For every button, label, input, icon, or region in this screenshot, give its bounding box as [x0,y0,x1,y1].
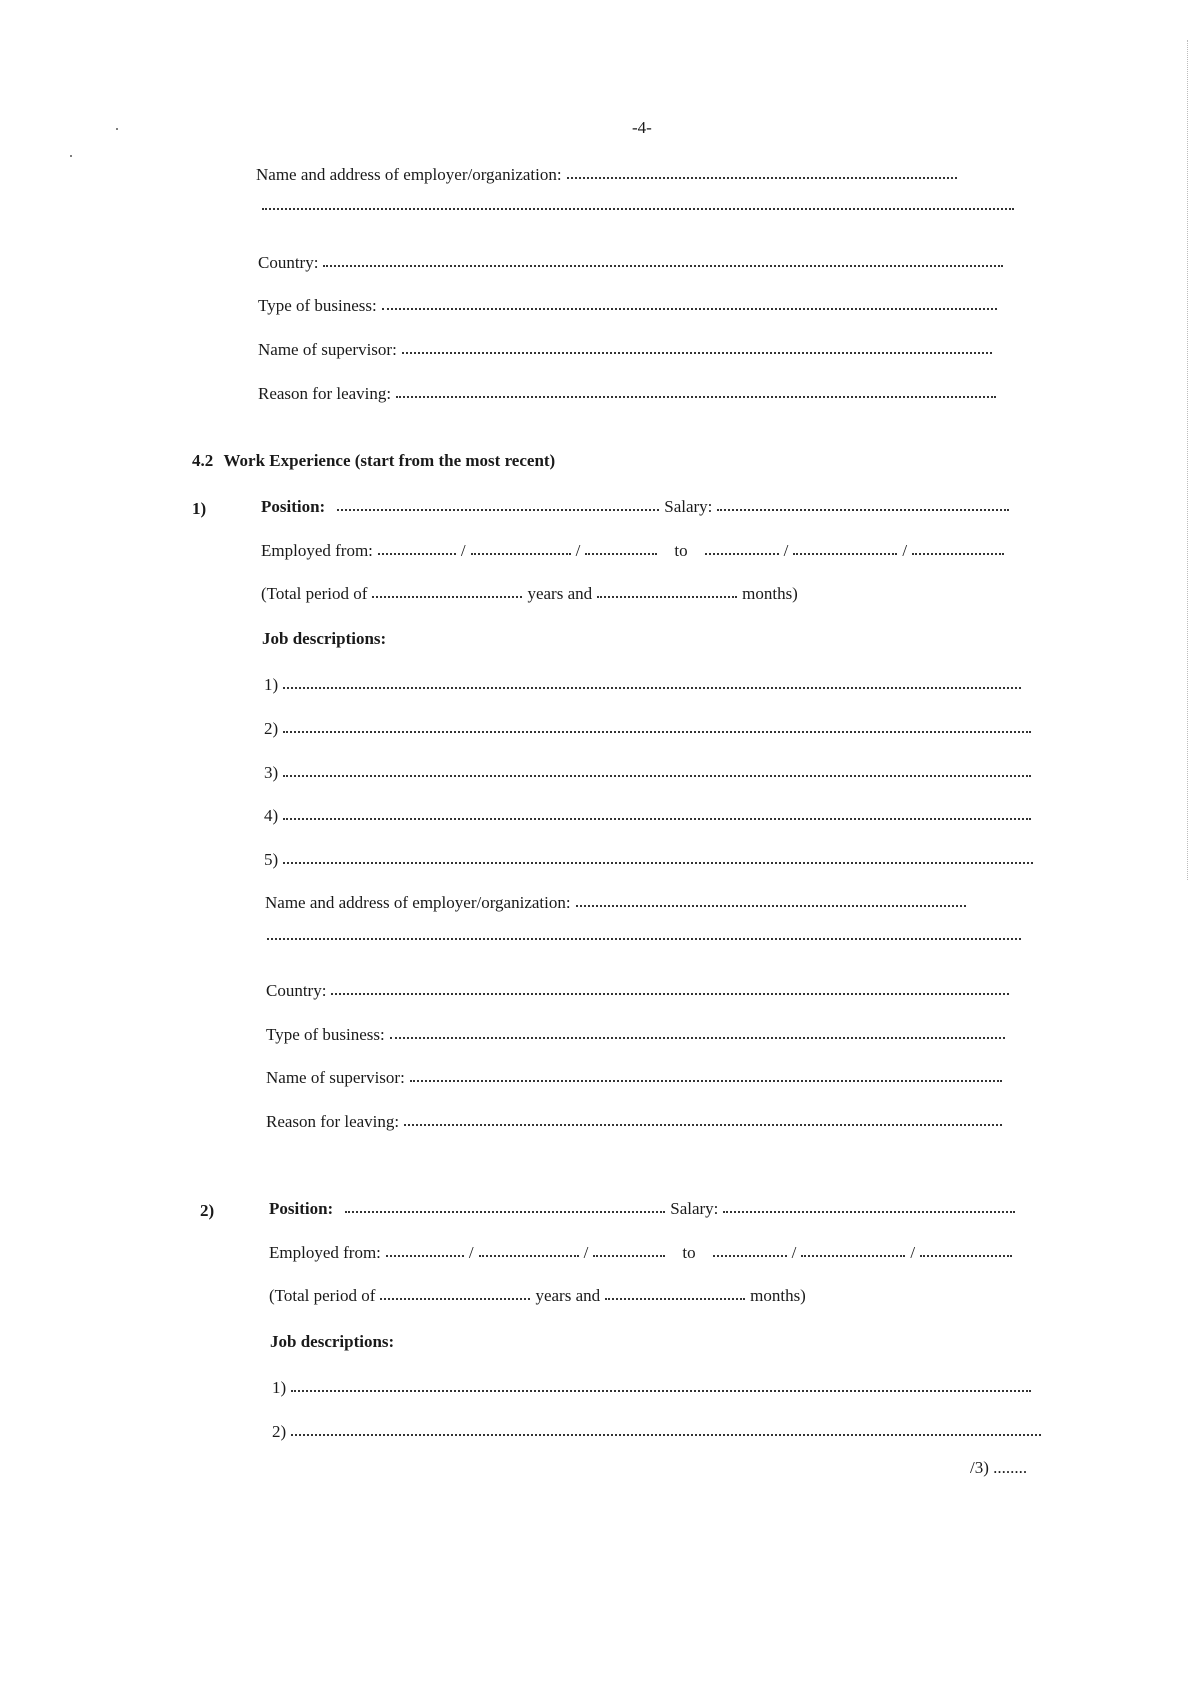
date-separator: / [783,541,789,560]
entry-2-from-month-field[interactable] [479,1254,579,1257]
entry-1-position-field[interactable] [337,508,659,511]
entry-1-business-field[interactable] [390,1036,1005,1039]
entry-1-job-item-row [264,806,1036,826]
entry-2-job-desc-heading: Job descriptions: [270,1332,395,1351]
date-separator: / [791,1243,797,1262]
entry-2-number: 2) [200,1201,215,1220]
entry-1-job-item-field[interactable] [283,817,1031,820]
entry-1-job-item-field[interactable] [283,861,1033,864]
prev-country-row [258,253,1008,273]
entry-1-employer-address-row [267,938,1026,941]
entry-2-position-row [269,1199,1020,1219]
entry-1-country-label: Country: [266,981,327,1000]
prev-supervisor-row [258,340,997,360]
entry-1-employer-address-field[interactable] [267,937,1021,940]
entry-2-salary-field[interactable] [723,1210,1015,1213]
prev-employer-name-row [256,165,962,185]
prev-leaving-label: Reason for leaving: [258,384,392,403]
date-separator: / [468,1243,474,1262]
entry-2-months-field[interactable] [605,1297,745,1300]
date-separator: / [902,541,908,560]
prev-business-row [258,296,1002,316]
prev-employer-name-label: Name and address of employer/organization: [256,165,562,184]
entry-1-position-row [261,497,1014,517]
entry-1-from-month-field[interactable] [471,552,571,555]
entry-1-employed-row [261,541,1009,561]
date-separator: / [460,541,466,560]
entry-1-leaving-field[interactable] [404,1123,1002,1126]
entry-2-years-label: years and [535,1286,601,1305]
date-separator: / [575,541,581,560]
prev-supervisor-label: Name of supervisor: [258,340,397,359]
entry-2-position-field[interactable] [345,1210,665,1213]
job-item-number: 1) [264,675,279,694]
entry-1-from-year-field[interactable] [585,552,657,555]
entry-2-months-label: months) [750,1286,806,1305]
entry-1-to-day-field[interactable] [705,552,779,555]
entry-1-salary-field[interactable] [717,508,1009,511]
scan-speck [116,128,118,130]
entry-1-employer-name-field[interactable] [576,904,966,907]
entry-1-employer-name-label: Name and address of employer/organization: [265,893,571,912]
entry-1-business-row [266,1025,1010,1045]
scan-edge-artifact [1186,40,1188,880]
entry-1-period-row [261,584,798,604]
page-number: -4- [632,118,652,137]
entry-1-years-label: years and [527,584,593,603]
entry-1-business-label: Type of business: [266,1025,385,1044]
job-item-number: 3) [264,763,279,782]
entry-1-employed-label: Employed from: [261,541,373,560]
prev-country-field[interactable] [323,264,1003,267]
job-item-number: 5) [264,850,279,869]
entry-2-to-month-field[interactable] [801,1254,905,1257]
entry-2-job-item-row [272,1422,1046,1442]
page-continuation: /3) ........ [970,1458,1028,1477]
entry-1-to-label: to [674,541,688,560]
entry-1-job-item-row [264,763,1036,783]
entry-2-employed-label: Employed from: [269,1243,381,1262]
date-separator: / [583,1243,589,1262]
entry-1-job-item-field[interactable] [283,686,1021,689]
entry-1-number: 1) [192,499,207,518]
section-number: 4.2 [192,451,214,470]
prev-employer-address-row [262,208,1019,211]
date-separator: / [910,1243,916,1262]
entry-1-job-item-row [264,850,1038,870]
entry-1-country-field[interactable] [331,992,1009,995]
prev-employer-address-field[interactable] [262,207,1014,210]
entry-1-supervisor-label: Name of supervisor: [266,1068,405,1087]
entry-1-months-field[interactable] [597,595,737,598]
entry-2-to-day-field[interactable] [713,1254,787,1257]
job-item-number: 2) [264,719,279,738]
entry-2-employed-row [269,1243,1017,1263]
entry-2-period-label: (Total period of [269,1286,376,1305]
entry-1-months-label: months) [742,584,798,603]
job-item-number: 1) [272,1378,287,1397]
section-title: Work Experience (start from the most recent) [223,451,556,470]
prev-business-label: Type of business: [258,296,377,315]
scan-speck [70,155,72,157]
entry-1-leaving-label: Reason for leaving: [266,1112,400,1131]
entry-1-job-item-field[interactable] [283,774,1031,777]
entry-2-to-year-field[interactable] [920,1254,1012,1257]
entry-1-job-item-row [264,675,1026,695]
entry-1-to-year-field[interactable] [912,552,1004,555]
entry-1-years-field[interactable] [372,595,522,598]
entry-1-employer-name-row [265,893,971,913]
entry-1-to-month-field[interactable] [793,552,897,555]
entry-2-position-label: Position: [269,1199,334,1218]
section-heading [192,451,555,471]
entry-2-to-label: to [682,1243,696,1262]
prev-business-field[interactable] [382,307,997,310]
entry-2-job-item-row [272,1378,1036,1398]
entry-1-supervisor-field[interactable] [410,1079,1002,1082]
entry-1-country-row [266,981,1014,1001]
entry-2-job-item-field[interactable] [291,1389,1031,1392]
entry-1-job-item-field[interactable] [283,730,1031,733]
entry-1-job-item-row [264,719,1036,739]
entry-1-period-label: (Total period of [261,584,368,603]
prev-leaving-field[interactable] [396,395,996,398]
entry-1-from-day-field[interactable] [378,552,456,555]
entry-1-supervisor-row [266,1068,1007,1088]
entry-2-job-item-field[interactable] [291,1433,1041,1436]
entry-2-from-day-field[interactable] [386,1254,464,1257]
entry-2-from-year-field[interactable] [593,1254,665,1257]
job-item-number: 4) [264,806,279,825]
entry-1-job-desc-heading: Job descriptions: [262,629,387,648]
job-item-number: 2) [272,1422,287,1441]
prev-country-label: Country: [258,253,319,272]
prev-leaving-row [258,384,1001,404]
prev-employer-name-field[interactable] [567,176,957,179]
entry-1-salary-label: Salary: [664,497,713,516]
entry-2-period-row [269,1286,806,1306]
entry-2-salary-label: Salary: [670,1199,719,1218]
entry-2-years-field[interactable] [380,1297,530,1300]
entry-1-leaving-row [266,1112,1007,1132]
entry-1-position-label: Position: [261,497,326,516]
prev-supervisor-field[interactable] [402,351,992,354]
